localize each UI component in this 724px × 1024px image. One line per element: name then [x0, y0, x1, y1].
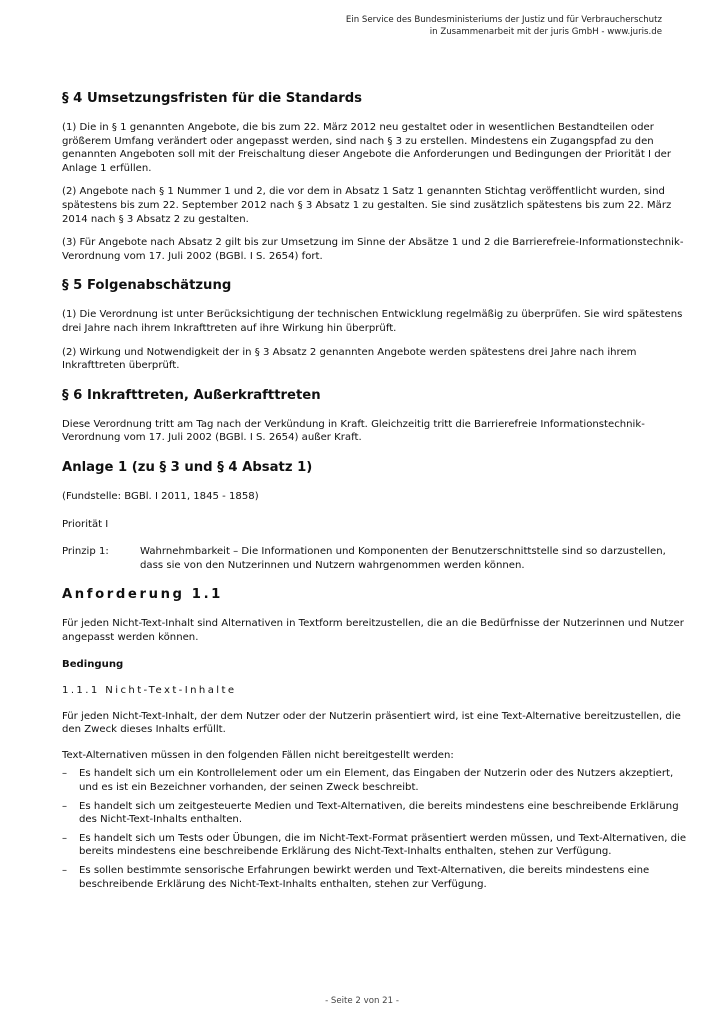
- bedingung-label: Bedingung: [62, 659, 124, 671]
- page-header: [346, 15, 662, 38]
- prinzip-text: Wahrnehmbarkeit – Die Informationen und Komponenten der Benutzerschnittstelle sind so darzustellen, dass sie von den Nutzerinnen und Nutzern wahrgenommen werden können.: [140, 546, 666, 571]
- dash-marker: –: [62, 865, 68, 876]
- prioritaet: Priorität I: [62, 518, 109, 530]
- anlage-title: Anlage 1 (zu § 3 und § 4 Absatz 1): [62, 459, 313, 475]
- list-item-text: Es sollen bestimmte sensorische Erfahrungen bewirkt werden und Text-Alternativen, die bereits mindestens eine beschreibende Erklärung des Nicht-Text-Inhalts enthalten, stehen zur Verfügung.: [79, 865, 650, 890]
- anforderung-paragraph-2: Für jeden Nicht-Text-Inhalt, der dem Nutzer oder der Nutzerin präsentiert wird, ist eine Text-Alternative bereitzustellen, die den Zweck dieses Inhalts erfüllt.: [62, 710, 681, 736]
- dash-marker: –: [62, 800, 68, 812]
- list-item-text: Es handelt sich um Tests oder Übungen, die im Nicht-Text-Format präsentiert werden müssen, und Text-Alternativen, die bereits mindestens eine beschreibende Erklärung des Nicht-Text-Inhalts enthalten, stehen zur Verfügung.: [79, 832, 687, 858]
- exceptions-list: [62, 767, 688, 891]
- section-4-title: § 4 Umsetzungsfristen für die Standards: [62, 91, 363, 106]
- document-body: [62, 90, 688, 896]
- list-item: [62, 832, 688, 859]
- list-item-text: Es handelt sich um ein Kontrollelement oder um ein Element, das Eingaben der Nutzerin oder des Nutzers akzeptiert, und es ist ein Bezeichner vorhanden, der seinen Zweck beschreibt.: [79, 768, 674, 794]
- section-5-title: § 5 Folgenabschätzung: [62, 278, 232, 294]
- prinzip-label: Prinzip 1:: [62, 546, 109, 558]
- list-item: [62, 767, 688, 794]
- section-4-paragraph-3: (3) Für Angebote nach Absatz 2 gilt bis zur Umsetzung im Sinne der Absätze 1 und 2 die Barrierefreie-Informationstechnik-Verordnung vom 17. Juli 2002 (BGBl. I S. 2654) fort.: [62, 237, 684, 262]
- condition-1-1-1-title: 1.1.1 Nicht-Text-Inhalte: [62, 685, 237, 697]
- page-footer: - Seite 2 von 21 -: [325, 996, 399, 1006]
- section-5-paragraph-2: (2) Wirkung und Notwendigkeit der in § 3 Absatz 2 genannten Angebote werden spätestens drei Jahre nach ihrem Inkrafttreten überprüft.: [62, 346, 637, 372]
- header-line-1: Ein Service des Bundesministeriums der Justiz und für Verbraucherschutz: [345, 15, 662, 25]
- header-line-2: in Zusammenarbeit mit der juris GmbH - www.juris.de: [429, 26, 662, 37]
- list-item: [62, 800, 688, 827]
- section-6-title: § 6 Inkrafttreten, Außerkrafttreten: [62, 387, 321, 403]
- list-item: [62, 864, 688, 891]
- section-4-paragraph-2: (2) Angebote nach § 1 Nummer 1 und 2, die vor dem in Absatz 1 Satz 1 genannten Stichtag veröffentlicht wurden, sind spätestens bis zum 22. September 2012 nach § 3 Absatz 1 zu gestalten. Sie sind zusätzlich spätestens bis zum 22. März 2014 nach § 3 Absatz 2 zu gestalten.: [62, 186, 672, 225]
- section-6-paragraph-1: Diese Verordnung tritt am Tag nach der Verkündung in Kraft. Gleichzeitig tritt die Barrierefreie Informationstechnik-Verordnung vom 17. Juli 2002 (BGBl. I S. 2654) außer Kraft.: [62, 418, 645, 444]
- section-4-paragraph-1: (1) Die in § 1 genannten Angebote, die bis zum 22. März 2012 neu gestaltet oder in wesentlichen Bestandteilen oder größerem Umfang verändert oder angepasst werden, sind nach § 3 zu erstellen. Mindestens ein Zugangspfad zu den genannten Angeboten soll mit der Freischaltung dieser Angebote die Anforderungen und Bedingungen der Priorität I der Anlage 1 erfüllen.: [62, 122, 672, 174]
- section-5-paragraph-1: (1) Die Verordnung ist unter Berücksichtigung der technischen Entwicklung regelmäßig zu überprüfen. Sie wird spätestens drei Jahre nach ihrem Inkrafttreten auf ihre Wirkung hin überprüft.: [62, 309, 683, 334]
- fundstelle: (Fundstelle: BGBl. I 2011, 1845 - 1858): [62, 490, 259, 502]
- dash-marker: –: [62, 768, 68, 780]
- anforderung-paragraph-3: Text-Alternativen müssen in den folgenden Fällen nicht bereitgestellt werden:: [62, 749, 454, 761]
- list-item-text: Es handelt sich um zeitgesteuerte Medien und Text-Alternativen, die bereits mindestens eine beschreibende Erklärung des Nicht-Text-Inhalts enthalten.: [79, 800, 679, 826]
- dash-marker: –: [62, 832, 68, 844]
- anforderung-paragraph-1: Für jeden Nicht-Text-Inhalt sind Alternativen in Textform bereitzustellen, die an die Bedürfnisse der Nutzerinnen und Nutzer angepasst werden können.: [62, 618, 684, 643]
- anforderung-title: Anforderung 1.1: [62, 587, 223, 603]
- prinzip-row: [62, 545, 688, 572]
